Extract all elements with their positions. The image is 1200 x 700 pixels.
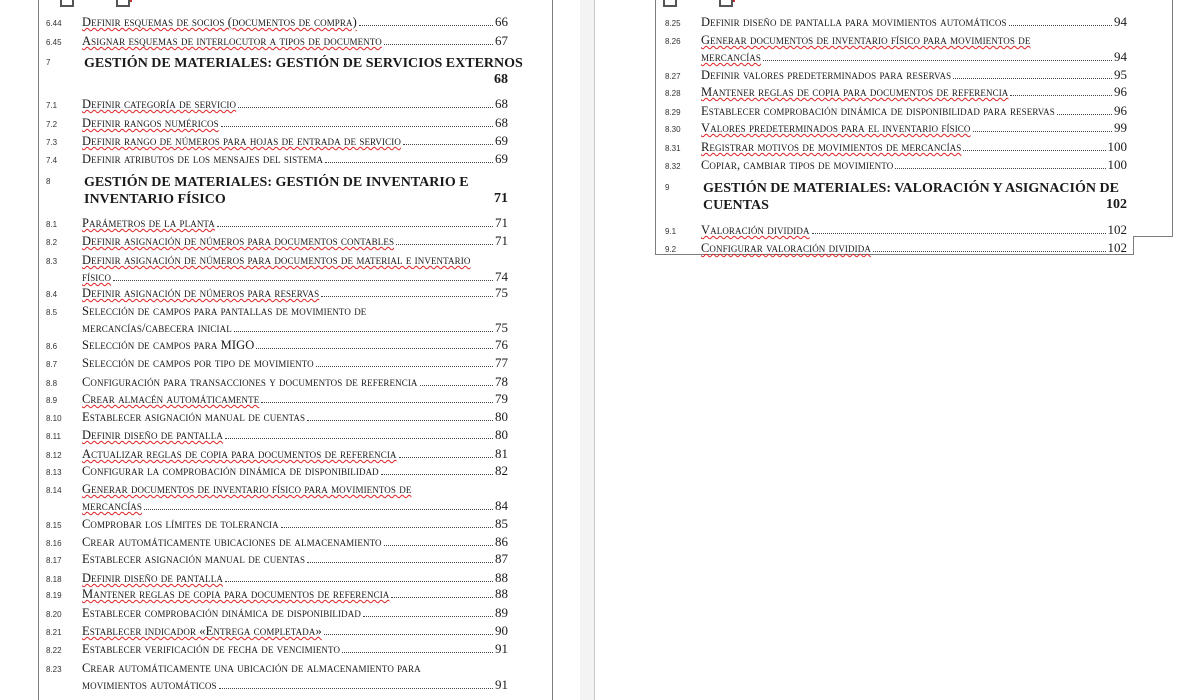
toc-entry-continuation[interactable] xyxy=(82,498,508,514)
entry-number: 8.26 xyxy=(665,37,681,46)
entry-number: 8.30 xyxy=(665,125,681,134)
toc-entry[interactable] xyxy=(46,337,508,353)
leader-dots xyxy=(113,280,493,281)
entry-title: Configurar valoración dividida xyxy=(701,241,871,255)
toc-entry[interactable] xyxy=(46,285,508,301)
entry-number: 8.25 xyxy=(665,19,681,28)
document-page-left xyxy=(0,0,581,700)
entry-page-number: 100 xyxy=(1107,139,1127,154)
leader-dots xyxy=(234,331,493,332)
entry-title: Comprobar los límites de tolerancia xyxy=(82,517,279,531)
toc-entry[interactable] xyxy=(46,661,548,676)
entry-title: Valores predeterminados para el inventario físico xyxy=(701,121,971,135)
toc-entry[interactable] xyxy=(46,355,508,371)
toc-entry[interactable] xyxy=(46,151,508,167)
leader-dots xyxy=(420,385,493,386)
entry-title-line2: mercancías xyxy=(82,499,143,513)
entry-number: 8.20 xyxy=(46,610,62,619)
leader-dots xyxy=(381,474,493,475)
entry-number: 8.15 xyxy=(46,521,62,530)
entry-page-number: 76 xyxy=(495,337,508,352)
leader-dots xyxy=(261,402,493,403)
leader-dots xyxy=(963,150,1105,151)
entry-number: 8.1 xyxy=(46,220,58,229)
entry-title: Generar documentos de inventario físico para movimientos de xyxy=(82,482,412,496)
entry-title-line2: movimientos automáticos xyxy=(82,678,217,692)
leader-dots xyxy=(384,545,493,546)
entry-title: Definir categoría de servicio xyxy=(82,97,237,111)
entry-number: 7.1 xyxy=(46,101,58,110)
leader-dots xyxy=(221,126,493,127)
toc-entry[interactable] xyxy=(665,67,1127,83)
entry-title: Definir asignación de números para reservas xyxy=(82,286,320,300)
entry-number: 8.9 xyxy=(46,396,58,405)
entry-page-number: 75 xyxy=(495,285,508,300)
entry-page-number: 77 xyxy=(495,355,508,370)
toc-entry[interactable] xyxy=(665,222,1127,238)
leader-dots xyxy=(307,420,493,421)
entry-page-number: 88 xyxy=(495,586,508,601)
entry-number: 8.6 xyxy=(46,342,58,351)
section-title: GESTIÓN DE MATERIALES: VALORACIÓN Y ASIGNACIÓN DE xyxy=(703,181,1119,196)
entry-page-number: 68 xyxy=(495,96,508,111)
entry-page-number: 67 xyxy=(495,33,508,48)
toc-entry[interactable] xyxy=(46,409,508,425)
toc-entry[interactable] xyxy=(665,240,1127,256)
toc-entry[interactable] xyxy=(46,605,508,621)
leader-dots xyxy=(1057,114,1112,115)
entry-number: 8.27 xyxy=(665,72,681,81)
leader-dots xyxy=(399,457,493,458)
toc-entry[interactable] xyxy=(46,623,508,639)
entry-number: 8.19 xyxy=(46,591,62,600)
entry-page-number: 79 xyxy=(495,391,508,406)
entry-title: Establecer asignación manual de cuentas xyxy=(82,410,306,424)
entry-page-number: 88 xyxy=(495,570,508,585)
toc-entry[interactable] xyxy=(46,96,508,112)
toc-entry[interactable] xyxy=(46,233,508,249)
toc-entry[interactable] xyxy=(46,215,508,231)
leader-dots xyxy=(895,168,1105,169)
leader-dots xyxy=(1009,25,1112,26)
entry-page-number: 96 xyxy=(1114,103,1127,118)
entry-number: 6.45 xyxy=(46,38,62,47)
entry-number: 8.14 xyxy=(46,486,62,495)
section-page-number: 71 xyxy=(494,191,508,206)
entry-title: Crear automáticamente ubicaciones de almacenamiento xyxy=(82,535,382,549)
leader-dots xyxy=(307,562,493,563)
leader-dots xyxy=(219,688,493,689)
entry-title: Definir esquemas de socios (documentos de compra) xyxy=(82,15,357,29)
toc-entry[interactable] xyxy=(665,14,1127,30)
leader-dots xyxy=(316,366,493,367)
entry-page-number: 96 xyxy=(1114,84,1127,99)
entry-title: Registrar motivos de movimientos de mercancías xyxy=(701,140,962,154)
entry-number: 8.11 xyxy=(46,432,61,441)
entry-title: Selección de campos para MIGO xyxy=(82,338,255,352)
leader-dots xyxy=(217,226,493,227)
entry-number: 7.4 xyxy=(46,156,58,165)
entry-title-line2: físico xyxy=(82,270,112,284)
entry-number: 8.16 xyxy=(46,539,62,548)
entry-title: Crear automáticamente una ubicación de almacenamiento para xyxy=(82,661,421,675)
entry-number: 8.32 xyxy=(665,162,681,171)
entry-page-number: 80 xyxy=(495,427,508,442)
toc-entry[interactable] xyxy=(46,534,508,550)
entry-title: Actualizar reglas de copia para documentos de referencia xyxy=(82,447,397,461)
section-number: 9 xyxy=(665,183,670,192)
entry-number: 8.17 xyxy=(46,556,62,565)
leader-dots xyxy=(144,509,493,510)
entry-title: Selección de campos por tipo de movimiento xyxy=(82,356,314,370)
entry-number: 8.29 xyxy=(665,108,681,117)
entry-title: Definir rangos numéricos xyxy=(82,116,219,130)
toc-entry[interactable] xyxy=(46,253,548,268)
entry-title: Asignar esquemas de interlocutor a tipos de documento xyxy=(82,34,382,48)
entry-number: 8.2 xyxy=(46,238,58,247)
entry-page-number: 102 xyxy=(1107,240,1127,255)
document-page-right xyxy=(595,0,1200,700)
toc-entry-continuation[interactable] xyxy=(82,677,508,693)
entry-number: 8.7 xyxy=(46,360,58,369)
entry-page-number: 69 xyxy=(495,133,508,148)
entry-number: 8.13 xyxy=(46,468,62,477)
entry-number: 8.8 xyxy=(46,379,58,388)
leader-dots xyxy=(256,348,493,349)
entry-page-number: 75 xyxy=(495,320,508,335)
toc-entry-continuation[interactable] xyxy=(82,320,508,336)
toc-section-heading[interactable] xyxy=(665,180,1127,216)
entry-number: 8.5 xyxy=(46,308,58,317)
entry-title: Mantener reglas de copia para documentos de referencia xyxy=(82,587,390,601)
entry-page-number: 91 xyxy=(495,641,508,656)
entry-title: Mantener reglas de copia para documentos de referencia xyxy=(701,85,1009,99)
entry-title-line2: mercancías/cabecera inicial xyxy=(82,321,232,335)
entry-number: 8.23 xyxy=(46,665,62,674)
leader-dots xyxy=(225,581,493,582)
entry-page-number: 69 xyxy=(495,151,508,166)
leader-dots xyxy=(403,144,493,145)
entry-page-number: 95 xyxy=(1114,67,1127,82)
leader-dots xyxy=(225,438,493,439)
entry-number: 8.10 xyxy=(46,414,62,423)
entry-page-number: 82 xyxy=(495,463,508,478)
leader-dots xyxy=(873,251,1106,252)
toc-entry[interactable] xyxy=(46,304,548,319)
leader-dots xyxy=(953,78,1112,79)
entry-page-number: 86 xyxy=(495,534,508,549)
section-number: 7 xyxy=(46,58,51,67)
leader-dots xyxy=(1010,95,1112,96)
entry-page-number: 94 xyxy=(1114,49,1127,64)
entry-title: Establecer comprobación dinámica de disponibilidad xyxy=(82,606,361,620)
entry-title-line2: mercancías xyxy=(701,50,762,64)
section-title-line2: CUENTAS xyxy=(703,198,769,213)
entry-page-number: 87 xyxy=(495,551,508,566)
entry-title: Definir valores predeterminados para reservas xyxy=(701,68,952,82)
toc-entry[interactable] xyxy=(46,446,508,462)
toc-entry[interactable] xyxy=(46,391,508,407)
section-title: GESTIÓN DE MATERIALES: GESTIÓN DE SERVICIOS EXTERNOS xyxy=(84,56,523,71)
leader-dots xyxy=(359,25,493,26)
entry-title: Definir rango de números para hojas de entrada de servicio xyxy=(82,134,401,148)
leader-dots xyxy=(324,634,493,635)
leader-dots xyxy=(396,244,493,245)
toc-entry[interactable] xyxy=(46,14,508,30)
entry-number: 8.22 xyxy=(46,646,62,655)
toc-entry[interactable] xyxy=(665,157,1127,173)
leader-dots xyxy=(384,44,493,45)
toc-entry[interactable] xyxy=(665,84,1127,100)
leader-dots xyxy=(812,233,1106,234)
entry-page-number: 90 xyxy=(495,623,508,638)
toc-entry[interactable] xyxy=(46,115,508,131)
entry-number: 8.21 xyxy=(46,628,62,637)
entry-title: Copiar, cambiar tipos de movimiento xyxy=(701,158,894,172)
toc-entry[interactable] xyxy=(46,482,548,497)
entry-number: 8.4 xyxy=(46,290,58,299)
entry-number: 9.2 xyxy=(665,245,677,254)
entry-title: Generar documentos de inventario físico para movimientos de xyxy=(701,33,1031,47)
section-page-number: 102 xyxy=(1106,197,1127,212)
toc-entry[interactable] xyxy=(46,570,508,586)
toc-entry[interactable] xyxy=(46,551,508,567)
leader-dots xyxy=(763,60,1112,61)
entry-title: Definir asignación de números para documentos contables xyxy=(82,234,395,248)
entry-page-number: 91 xyxy=(495,677,508,692)
entry-title: Definir diseño de pantalla para movimientos automáticos xyxy=(701,15,1007,29)
entry-title: Configuración para transacciones y documentos de referencia xyxy=(82,375,418,389)
toc-entry[interactable] xyxy=(665,103,1127,119)
entry-number: 8.18 xyxy=(46,575,62,584)
leader-dots xyxy=(363,616,493,617)
toc-entry[interactable] xyxy=(46,516,508,532)
entry-number: 7.3 xyxy=(46,138,58,147)
toc-entry[interactable] xyxy=(665,120,1127,136)
section-title-line2: INVENTARIO FÍSICO xyxy=(84,192,226,207)
toc-entry[interactable] xyxy=(46,33,508,49)
toc-entry[interactable] xyxy=(665,139,1127,155)
entry-page-number: 78 xyxy=(495,374,508,389)
entry-number: 8.31 xyxy=(665,144,681,153)
entry-title: Valoración dividida xyxy=(701,223,810,237)
entry-page-number: 94 xyxy=(1114,14,1127,29)
entry-page-number: 80 xyxy=(495,409,508,424)
leader-dots xyxy=(281,527,493,528)
leader-dots xyxy=(238,107,493,108)
entry-page-number: 100 xyxy=(1107,157,1127,172)
section-number: 8 xyxy=(46,177,51,186)
entry-title: Definir diseño de pantalla xyxy=(82,571,223,585)
leader-dots xyxy=(973,131,1112,132)
section-title: GESTIÓN DE MATERIALES: GESTIÓN DE INVENTARIO E xyxy=(84,175,469,190)
entry-number: 8.3 xyxy=(46,257,58,266)
toc-section-heading[interactable] xyxy=(46,55,523,91)
entry-title: Parámetros de la planta xyxy=(82,216,215,230)
entry-title: Definir asignación de números para documentos de material e inventario xyxy=(82,253,471,267)
toc-entry[interactable] xyxy=(46,463,508,479)
entry-page-number: 68 xyxy=(495,115,508,130)
page-gutter xyxy=(580,0,595,700)
entry-title: Selección de campos para pantallas de movimiento de xyxy=(82,304,367,318)
toc-entry-continuation[interactable] xyxy=(701,49,1127,65)
entry-page-number: 85 xyxy=(495,516,508,531)
entry-number: 8.28 xyxy=(665,89,681,98)
entry-page-number: 66 xyxy=(495,14,508,29)
entry-title: Establecer verificación de fecha de vencimiento xyxy=(82,642,341,656)
toc-entry[interactable] xyxy=(46,374,508,390)
entry-number: 6.44 xyxy=(46,19,62,28)
toc-entry[interactable] xyxy=(46,427,508,443)
entry-page-number: 84 xyxy=(495,498,508,513)
entry-title: Establecer indicador «Entrega completada» xyxy=(82,624,322,638)
entry-number: 9.1 xyxy=(665,227,677,236)
toc-entry[interactable] xyxy=(46,586,508,602)
leader-dots xyxy=(325,162,493,163)
entry-title: Crear almacén automáticamente xyxy=(82,392,260,406)
toc-entry[interactable] xyxy=(665,33,1167,48)
entry-page-number: 81 xyxy=(495,446,508,461)
leader-dots xyxy=(321,296,493,297)
entry-number: 7.2 xyxy=(46,120,58,129)
entry-page-number: 99 xyxy=(1114,120,1127,135)
entry-page-number: 74 xyxy=(495,269,508,284)
leader-dots xyxy=(391,597,493,598)
section-page-number: 68 xyxy=(494,72,508,87)
toc-entry[interactable] xyxy=(46,641,508,657)
toc-section-heading[interactable] xyxy=(46,174,508,210)
entry-page-number: 102 xyxy=(1107,222,1127,237)
leader-dots xyxy=(342,652,493,653)
toc-entry-continuation[interactable] xyxy=(82,269,508,285)
entry-title: Definir atributos de los mensajes del sistema xyxy=(82,152,324,166)
entry-title: Establecer asignación manual de cuentas xyxy=(82,552,306,566)
entry-page-number: 89 xyxy=(495,605,508,620)
toc-entry[interactable] xyxy=(46,133,508,149)
entry-title: Establecer comprobación dinámica de disponibilidad para reservas xyxy=(701,104,1055,118)
entry-page-number: 71 xyxy=(495,215,508,230)
entry-title: Definir diseño de pantalla xyxy=(82,428,223,442)
entry-page-number: 71 xyxy=(495,233,508,248)
entry-number: 8.12 xyxy=(46,451,62,460)
entry-title: Configurar la comprobación dinámica de disponibilidad xyxy=(82,464,379,478)
